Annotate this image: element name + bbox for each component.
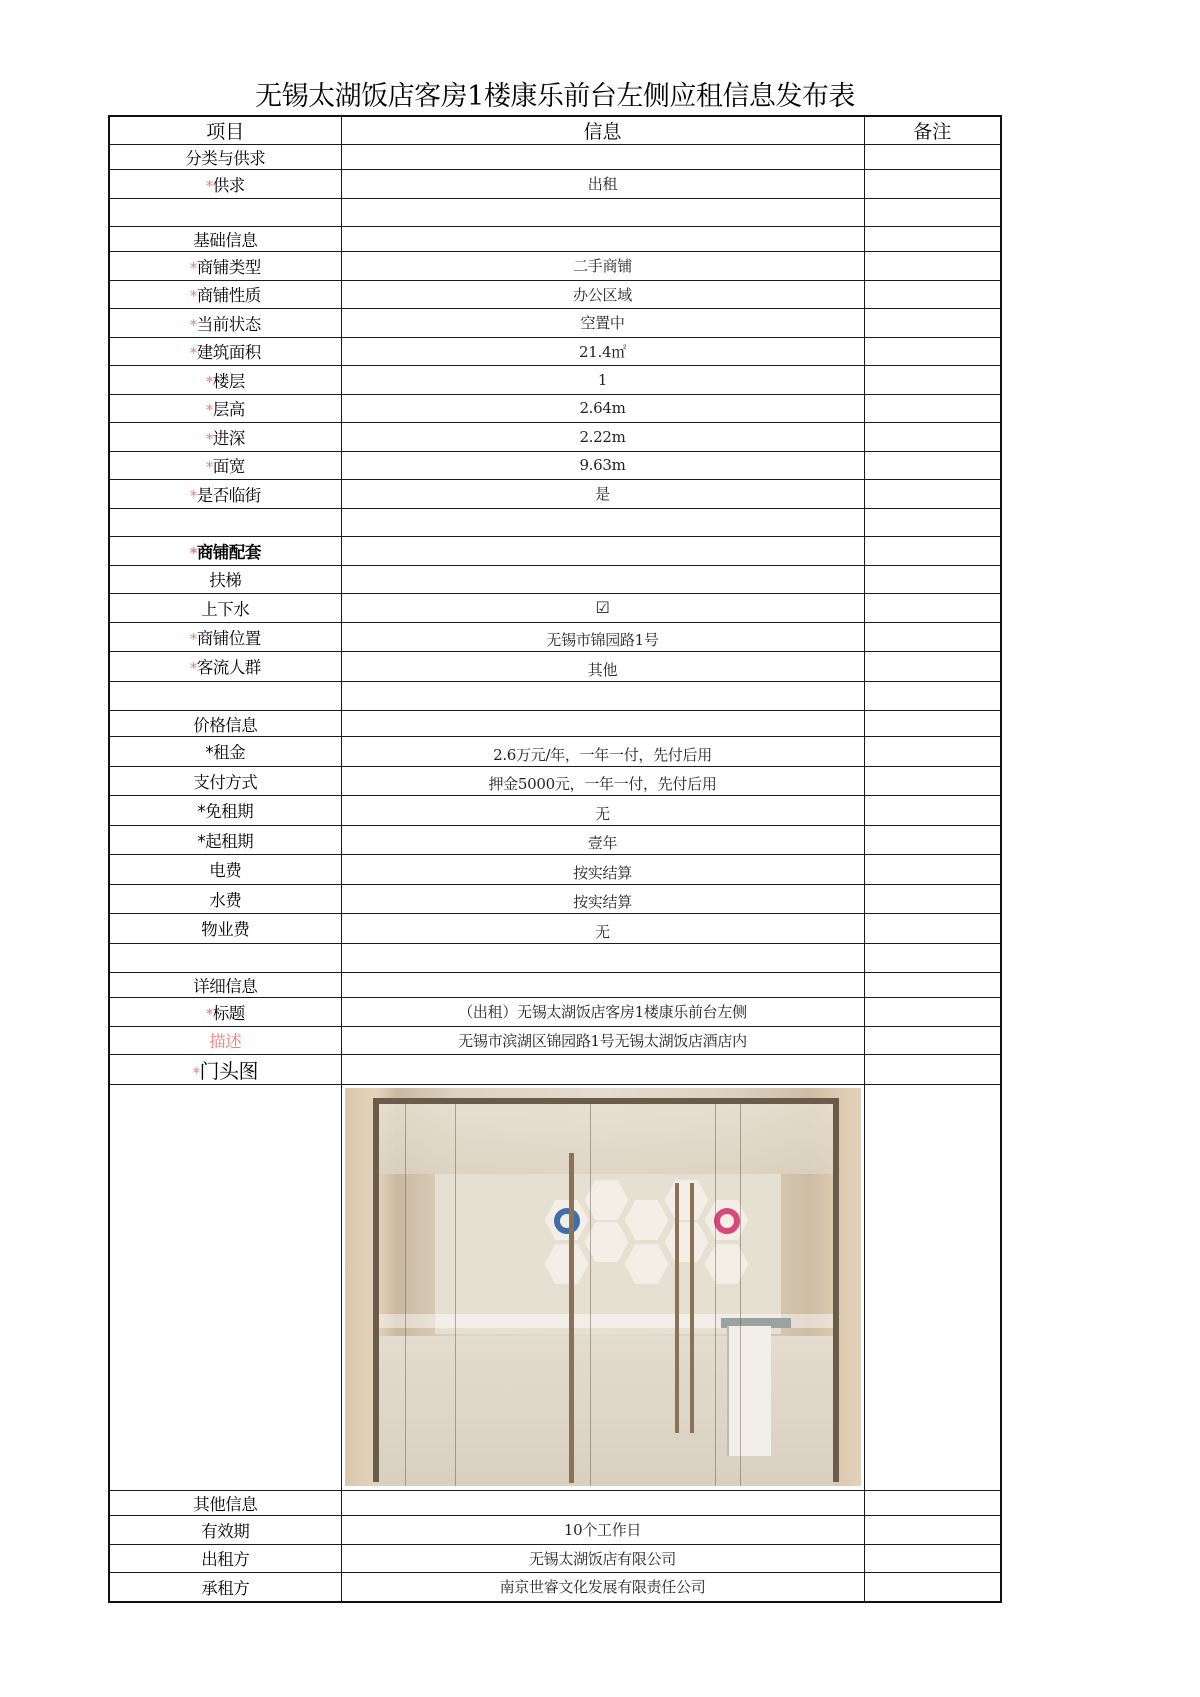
table-row [109, 1055, 1001, 1085]
row-value [341, 227, 864, 252]
row-label-text: *免租期 [197, 802, 254, 822]
table-row [109, 227, 1001, 252]
row-label [109, 973, 341, 998]
table-row [109, 537, 1001, 566]
row-remarks [864, 943, 1001, 973]
table-row [109, 943, 1001, 973]
row-remarks [864, 594, 1001, 623]
row-label [109, 451, 341, 480]
row-label [109, 480, 341, 509]
table-row [109, 711, 1001, 737]
table-row [109, 622, 1001, 652]
row-label-text: 是否临街 [196, 485, 261, 505]
table-row [109, 565, 1001, 594]
row-label: 其他信息 [109, 1491, 341, 1516]
required-asterisk: * [189, 629, 197, 648]
row-label: 出租方 [109, 1544, 341, 1573]
row-value [341, 711, 864, 737]
row-remarks [864, 508, 1001, 537]
row-remarks [864, 914, 1001, 944]
table-row [109, 1491, 1001, 1516]
required-asterisk: * [205, 458, 213, 477]
row-value-text: 无 [595, 804, 610, 823]
row-value [341, 309, 864, 338]
row-label [109, 145, 341, 170]
header-remarks: 备注 [864, 116, 1001, 145]
row-label [109, 508, 341, 537]
row-label-text: 水费 [209, 890, 242, 910]
row-remarks [864, 1544, 1001, 1573]
row-remarks [864, 622, 1001, 652]
row-label [109, 537, 341, 566]
table-row [109, 681, 1001, 711]
table-row [109, 766, 1001, 796]
table-row [109, 914, 1001, 944]
row-value [341, 394, 864, 423]
table-row [109, 825, 1001, 855]
row-value-text: 是 [595, 485, 610, 504]
row-label [109, 737, 341, 767]
row-label-text: 商铺类型 [196, 257, 261, 277]
row-value: 无锡太湖饭店有限公司 [341, 1544, 864, 1573]
row-label-text: 上下水 [201, 599, 250, 619]
row-remarks [864, 280, 1001, 309]
row-value [341, 652, 864, 682]
table-header-row [109, 116, 1001, 145]
row-value-text: 按实结算 [573, 863, 632, 882]
row-remarks [864, 855, 1001, 885]
row-value [341, 508, 864, 537]
row-value [341, 855, 864, 885]
row-label-text: 描述 [209, 1032, 242, 1052]
row-label-text: 标题 [212, 1003, 245, 1023]
row-label [109, 766, 341, 796]
row-value [341, 451, 864, 480]
table-row [109, 1544, 1001, 1573]
row-value [341, 943, 864, 973]
rental-info-table [108, 115, 1002, 1603]
row-value-text: 2.6万元/年，一年一付，先付后用 [493, 745, 712, 764]
required-asterisk: * [189, 344, 197, 363]
row-value-text: 无锡市滨湖区锦园路1号无锡太湖饭店酒店内 [458, 1031, 747, 1050]
table-row [109, 594, 1001, 623]
row-remarks [864, 884, 1001, 914]
row-label [109, 309, 341, 338]
row-remarks [864, 1026, 1001, 1055]
row-remarks [864, 1573, 1001, 1602]
row-label: 承租方 [109, 1573, 341, 1602]
checked-checkbox-icon[interactable]: ☑ [595, 598, 610, 618]
row-label-text: 商铺位置 [196, 628, 261, 648]
table-row [109, 252, 1001, 281]
row-label [109, 711, 341, 737]
row-label-text: 供求 [212, 175, 245, 195]
row-value [341, 622, 864, 652]
row-remarks [864, 652, 1001, 682]
required-asterisk: * [189, 486, 197, 505]
row-label [109, 796, 341, 826]
row-label-text: 扶梯 [209, 571, 242, 591]
row-remarks [864, 973, 1001, 998]
row-label [109, 337, 341, 366]
table-row [109, 1516, 1001, 1545]
photo-label-cell [109, 1085, 341, 1491]
row-value-text: 2.22m [579, 427, 626, 446]
row-value [341, 998, 864, 1027]
row-value [341, 337, 864, 366]
row-remarks [864, 337, 1001, 366]
row-remarks [864, 145, 1001, 170]
table-row [109, 737, 1001, 767]
row-value [341, 796, 864, 826]
row-remarks [864, 394, 1001, 423]
row-value [341, 914, 864, 944]
row-label-text: *租金 [205, 743, 246, 763]
row-label [109, 914, 341, 944]
row-label: 有效期 [109, 1516, 341, 1545]
photo-row [109, 1085, 1001, 1491]
row-label [109, 825, 341, 855]
row-value [341, 198, 864, 227]
row-label-text: 基础信息 [193, 231, 258, 250]
required-asterisk: * [192, 1064, 200, 1082]
row-value-text: 按实结算 [573, 893, 632, 911]
row-label [109, 622, 341, 652]
table-row [109, 170, 1001, 199]
row-value [341, 480, 864, 509]
table-row [109, 394, 1001, 423]
row-label [109, 594, 341, 623]
row-label-text: 门头图 [199, 1059, 258, 1083]
row-remarks [864, 309, 1001, 338]
row-label [109, 227, 341, 252]
required-asterisk: * [205, 429, 213, 448]
row-remarks [864, 537, 1001, 566]
row-label [109, 943, 341, 973]
row-label-text: 分类与供求 [185, 149, 266, 168]
row-value [341, 1055, 864, 1085]
row-value: 10个工作日 [341, 1516, 864, 1545]
row-value-text: 无 [595, 922, 610, 941]
table-row [109, 973, 1001, 998]
row-remarks [864, 998, 1001, 1027]
storefront-photo-icon [345, 1088, 861, 1486]
table-row [109, 855, 1001, 885]
table-row [109, 652, 1001, 682]
row-value [341, 973, 864, 998]
row-remarks [864, 252, 1001, 281]
row-value [341, 537, 864, 566]
row-value [341, 170, 864, 199]
row-label-text: 物业费 [201, 920, 250, 940]
header-info: 信息 [341, 116, 864, 145]
row-label-text: 电费 [209, 861, 242, 881]
row-value [341, 423, 864, 452]
table-row [109, 998, 1001, 1027]
row-value-text: 出租 [587, 175, 618, 194]
required-asterisk: * [189, 543, 197, 562]
row-label-text: 价格信息 [193, 715, 258, 735]
row-label [109, 884, 341, 914]
row-remarks [864, 825, 1001, 855]
table-row [109, 480, 1001, 509]
row-remarks [864, 198, 1001, 227]
row-remarks [864, 1055, 1001, 1085]
row-value [341, 681, 864, 711]
required-asterisk: * [189, 258, 197, 277]
row-value [341, 737, 864, 767]
required-asterisk: * [189, 315, 197, 334]
row-value: 南京世睿文化发展有限责任公司 [341, 1573, 864, 1602]
photo-cell [341, 1085, 864, 1491]
checkbox-cell[interactable] [341, 594, 864, 623]
table-row [109, 451, 1001, 480]
row-label [109, 423, 341, 452]
table-row [109, 337, 1001, 366]
row-value-text: 其他 [587, 660, 618, 679]
row-label [109, 1055, 341, 1085]
table-row [109, 1573, 1001, 1602]
row-label [109, 394, 341, 423]
row-label-text: 楼层 [212, 371, 245, 391]
row-label-text: 层高 [212, 400, 245, 420]
row-value-text: 办公区域 [573, 285, 632, 304]
required-asterisk: * [205, 372, 213, 391]
row-value [341, 884, 864, 914]
row-label [109, 280, 341, 309]
row-value-text: 空置中 [580, 314, 625, 333]
table-row [109, 1026, 1001, 1055]
row-remarks [864, 711, 1001, 737]
document-title: 无锡太湖饭店客房1楼康乐前台左侧应租信息发布表 [255, 81, 855, 112]
row-label [109, 198, 341, 227]
row-value-text: 1 [597, 370, 608, 389]
table-row [109, 796, 1001, 826]
row-label-text: 客流人群 [196, 658, 261, 678]
table-row [109, 280, 1001, 309]
row-remarks [864, 480, 1001, 509]
row-value-text: 无锡市锦园路1号 [546, 631, 659, 649]
row-remarks [864, 796, 1001, 826]
row-remarks [864, 366, 1001, 395]
table-row [109, 366, 1001, 395]
row-value-text: 二手商铺 [573, 257, 632, 276]
row-label-text: *起租期 [197, 831, 254, 851]
row-label [109, 1026, 341, 1055]
row-remarks [864, 681, 1001, 711]
row-label [109, 652, 341, 682]
row-value [341, 366, 864, 395]
table-row [109, 508, 1001, 537]
row-remarks [864, 227, 1001, 252]
row-label [109, 252, 341, 281]
row-remarks [864, 565, 1001, 594]
row-label [109, 565, 341, 594]
table-row [109, 145, 1001, 170]
row-value-text: （出租）无锡太湖饭店客房1楼康乐前台左侧 [458, 1003, 747, 1022]
row-label [109, 170, 341, 199]
row-label-text: 支付方式 [193, 772, 258, 792]
row-value [341, 280, 864, 309]
row-label-text: 商铺性质 [196, 286, 261, 306]
row-value-text: 壹年 [587, 834, 618, 852]
row-value [341, 145, 864, 170]
row-label-text: 面宽 [212, 457, 245, 477]
row-remarks [864, 1516, 1001, 1545]
row-value [341, 825, 864, 855]
required-asterisk: * [189, 287, 197, 306]
row-label-text: 当前状态 [196, 314, 261, 334]
row-remarks [864, 170, 1001, 199]
row-value [341, 1026, 864, 1055]
row-label [109, 681, 341, 711]
row-value [341, 766, 864, 796]
row-value [341, 1491, 864, 1516]
table-row [109, 198, 1001, 227]
row-remarks [864, 737, 1001, 767]
required-asterisk: * [189, 659, 197, 678]
required-asterisk: * [205, 176, 213, 195]
row-value-text: 押金5000元，一年一付，先付后用 [488, 775, 717, 793]
row-label [109, 855, 341, 885]
row-value-text: 9.63m [579, 456, 626, 475]
row-label-text: 商铺配套 [196, 542, 261, 562]
row-value-text: 21.4㎡ [579, 342, 626, 361]
row-label-text: 进深 [212, 428, 245, 448]
row-value [341, 252, 864, 281]
header-item: 项目 [109, 116, 341, 145]
row-remarks [864, 451, 1001, 480]
row-remarks [864, 766, 1001, 796]
row-value-text: 2.64m [579, 399, 626, 418]
row-value [341, 565, 864, 594]
table-row [109, 309, 1001, 338]
row-remarks [864, 1491, 1001, 1516]
row-remarks [864, 423, 1001, 452]
required-asterisk: * [205, 1004, 213, 1023]
required-asterisk: * [205, 401, 213, 420]
row-label [109, 366, 341, 395]
table-row [109, 423, 1001, 452]
row-label [109, 998, 341, 1027]
photo-remarks [864, 1085, 1001, 1491]
table-row [109, 884, 1001, 914]
row-label-text: 建筑面积 [196, 343, 261, 363]
row-label-text: 详细信息 [193, 977, 258, 996]
